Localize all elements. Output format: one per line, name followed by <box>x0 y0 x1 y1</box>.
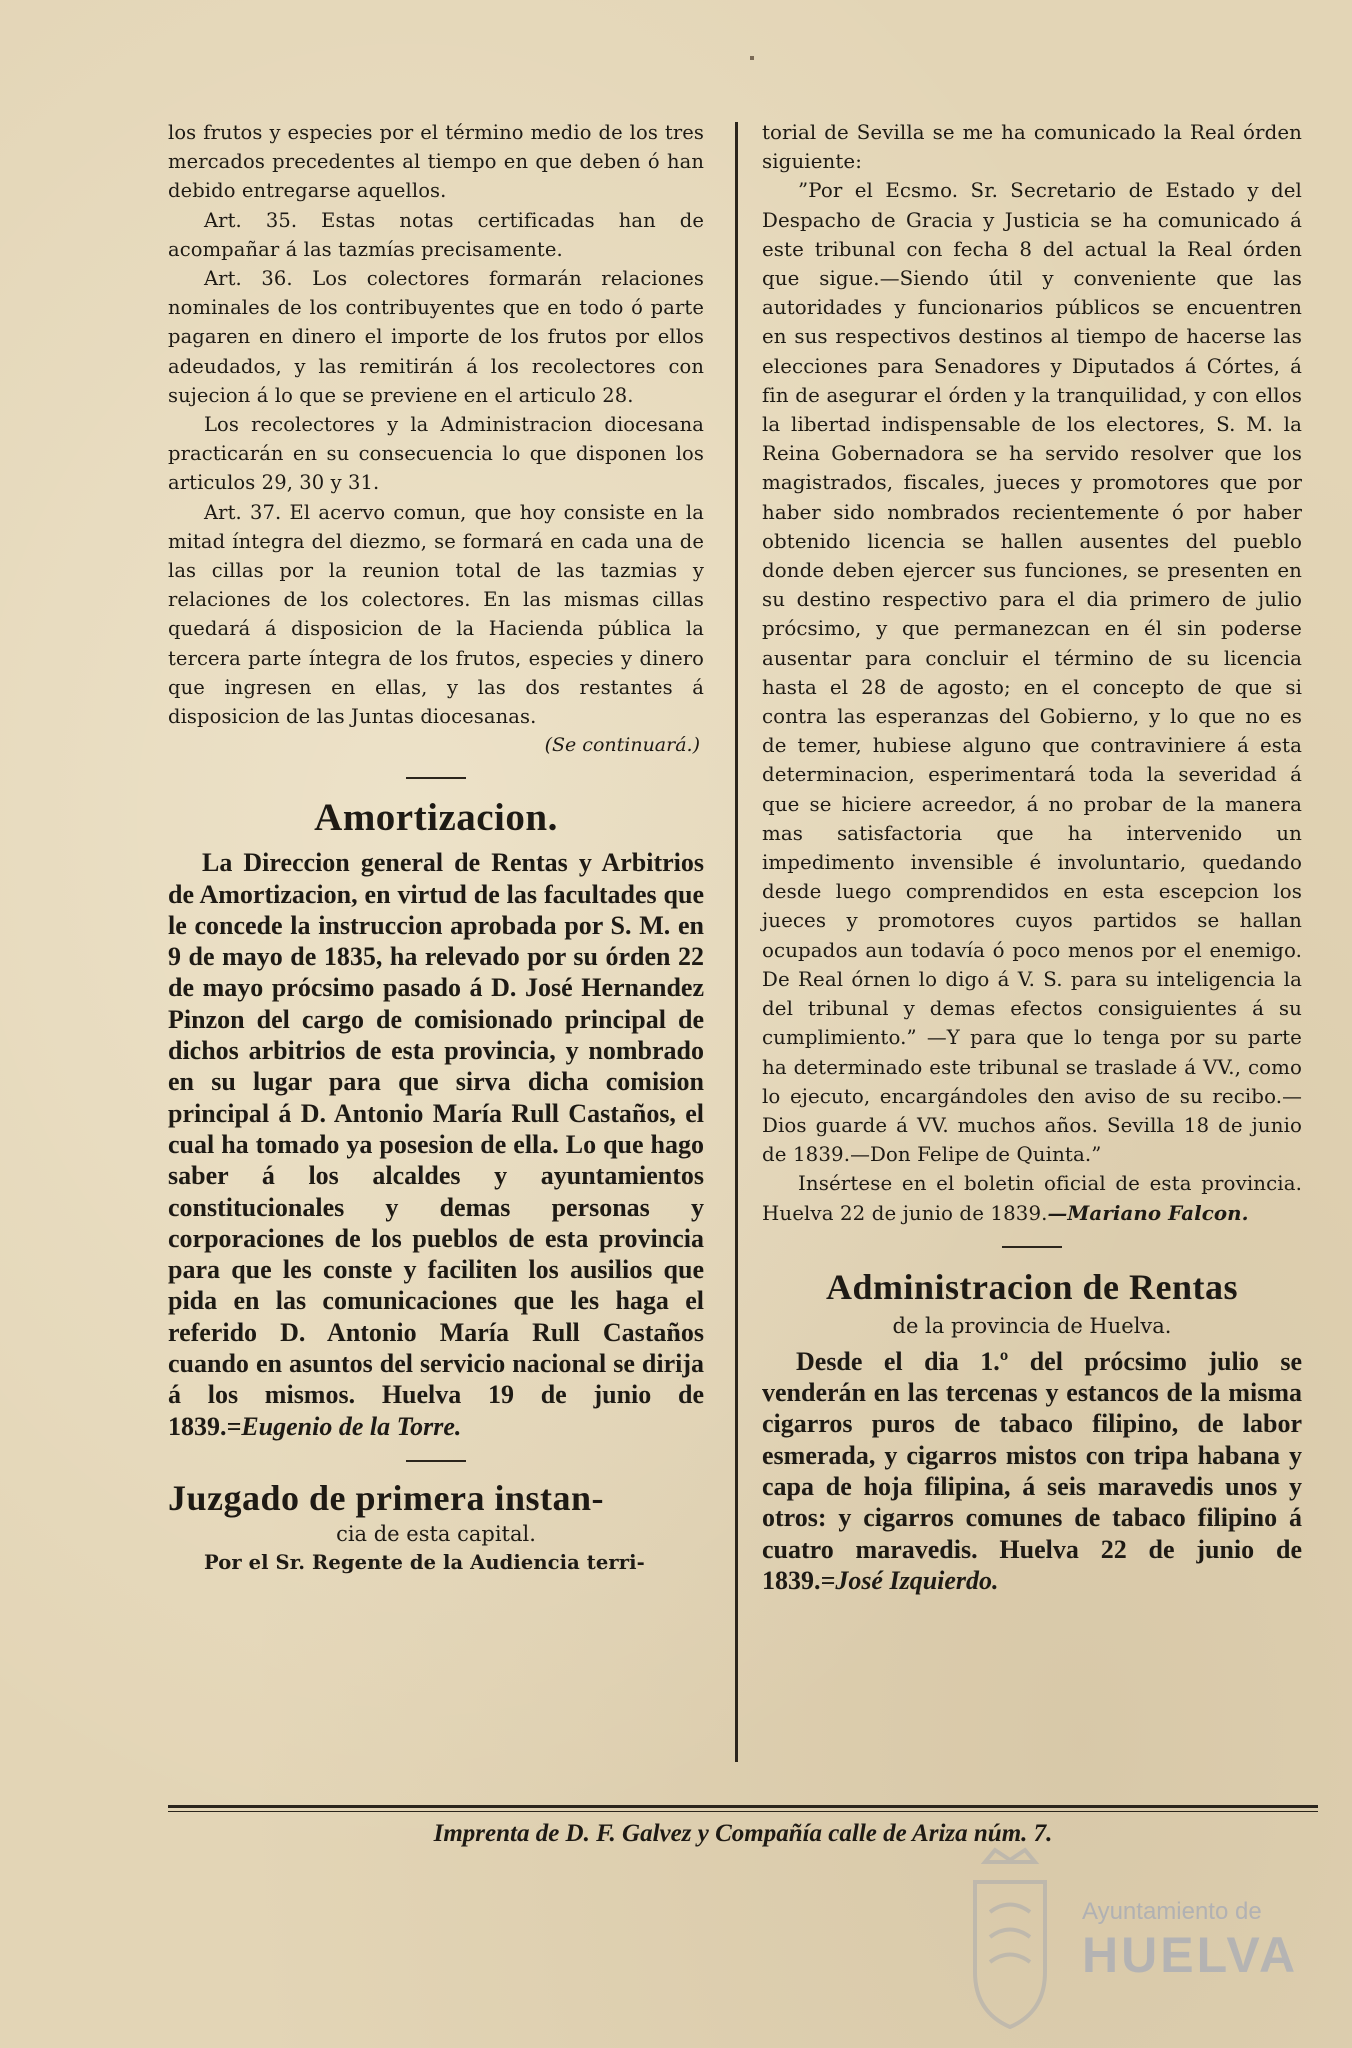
juzgado-signature: —Mariano Falcon. <box>1047 1200 1249 1225</box>
footer-rule <box>168 1805 1318 1808</box>
watermark-line-1: Ayuntamiento de <box>1082 1898 1262 1925</box>
amortizacion-heading: Amortizacion. <box>314 796 558 840</box>
right-column <box>762 118 1302 1596</box>
amortizacion-notice <box>168 847 704 1442</box>
juzgado-intro: torial de Sevilla se me ha comunicado la Real órden siguiente: <box>762 121 1302 174</box>
rentas-signature: =José Izquierdo. <box>820 1565 999 1595</box>
continued-note: (Se continuará.) <box>544 734 700 757</box>
rentas-text: Desde el dia 1.º del prócsimo julio se venderán en las tercenas y estancos de la misma cigarros puros de tabaco filipino, de labor esmerada, y cigarros mistos con tripa habana y capa de hoja filipina, á seis maravedis unos y otros: y cigarros comunes de tabaco filipino á cuatro maravedis. Huelva 22 de junio de 1839. <box>762 1346 1302 1595</box>
column-rule <box>735 122 738 1762</box>
juzgado-subheading: cia de esta capital. <box>336 1521 536 1546</box>
watermark-line-2: HUELVA <box>1082 1927 1299 1983</box>
article-continuation <box>168 118 704 731</box>
section-divider <box>406 777 466 779</box>
paragraph-recolectores: Los recolectores y la Administracion diocesana practicarán en su consecuencia lo que disponen los articulos 29, 30 y 31. <box>168 413 704 495</box>
rentas-notice <box>762 1346 1302 1596</box>
section-divider <box>1002 1246 1062 1248</box>
footer-rule-thin <box>168 1811 1318 1812</box>
left-column <box>168 118 704 1577</box>
paragraph-art-35: Art. 35. Estas notas certificadas han de acompañar á las tazmías precisamente. <box>168 208 704 261</box>
amortizacion-text: La Direccion general de Rentas y Arbitrios de Amortizacion, en virtud de las facultades que le concede la instruccion aprobada por S. M. en 9 de mayo de 1835, ha relevado por su órden 22 de mayo prócsimo pasado á D. José Hernandez Pinzon del cargo de comisionado principal de dichos arbitrios de esta provincia, y nombrado en su lugar para que sirva dicha comision principal á D. Antonio María Rull Castaños, el cual ha tomado ya posesion de ella. Lo que hago saber á los alcaldes y ayuntamientos constitucionales y demas personas y corporaciones de los pueblos de esta provincia para que les conste y faciliten los ausilios que pida en las comunicaciones que les haga el referido D. Antonio María Rull Castaños cuando en asuntos del servicio nacional se dirija á los mismos. Huelva 19 de junio de 1839. <box>168 848 704 1441</box>
insertese-text: Insértese en el boletin oficial de esta provincia. Huelva 22 de junio de 1839. <box>762 1172 1302 1225</box>
real-orden-text: ”Por el Ecsmo. Sr. Secretario de Estado y del Despacho de Gracia y Justicia se ha comunicado á este tribunal con fecha 8 del actual la Real órden que sigue.—Siendo útil y conveniente que las autoridades y funcionarios públicos se encuentren en sus respectivos destinos al tiempo de hacerse las elecciones para Senadores y Diputados á Córtes, á fin de asegurar el órden y la tranquilidad, y con ellos la libertad indispensable de los electores, S. M. la Reina Gobernadora se ha servido resolver que los magistrados, fiscales, jueces y promotores que por haber sido nombrados recientemente ó por haber obtenido licencia se hallen ausentes del pueblo donde deben ejercer sus funciones, se presenten en su destino respectivo para el dia primero de julio prócsimo, y que permanezcan en él sin poderse ausentar para concluir el término de su licencia hasta el 28 de agosto; en el concepto de que si contra las esperanzas del Gobierno, y lo que no es de temer, hubiese alguno que contraviniere á esta determinacion, esperimentará toda la severidad á que se hiciere acreedor, á no probar de la manera mas satisfactoria que ha intervenido un impedimento invensible é involuntario, quedando desde luego comprendidos en esta escepcion los jueces y promotores cuyos partidos se hallan ocupados aun todavía ó poco menos por el enemigo. De Real órnen lo digo á V. S. para su inteligencia la del tribunal y demas efectos consiguientes á su cumplimiento.” —Y para que lo tenga por su parte ha determinado este tribunal se traslade á VV., como lo ejecuto, encargándoles den aviso de su recibo.—Dios guarde á VV. muchos años. Sevilla 18 de junio de 1839.—Don Felipe de Quinta.” <box>762 179 1302 1167</box>
insertese-paragraph <box>762 1169 1302 1227</box>
juzgado-lead: Por el Sr. Regente de la Audiencia terri- <box>204 1550 645 1574</box>
amortizacion-signature: =Eugenio de la Torre. <box>226 1411 462 1441</box>
rentas-heading: Administracion de Rentas <box>825 1266 1238 1307</box>
paragraph-art-36: Art. 36. Los colectores formarán relaciones nominales de los contribuyentes que en todo ó parte pagaren en dinero el importe de los frutos por ellos adeudados, y las remitirán á los recolectores con sujecion á lo que se previene en el articulo 28. <box>168 267 704 407</box>
paragraph-frutos: los frutos y especies por el término medio de los tres mercados precedentes al tiempo en que deben ó han debido entregarse aquellos. <box>168 121 704 203</box>
printer-imprint: Imprenta de D. F. Galvez y Compañía calle de Ariza núm. 7. <box>433 1820 1053 1847</box>
rentas-subheading: de la provincia de Huelva. <box>892 1313 1172 1338</box>
paragraph-art-37: Art. 37. El acervo comun, que hoy consiste en la mitad íntegra del diezmo, se formará en cada una de las cillas por la reunion total de las tazmias y relaciones de los colectores. En las mismas cillas quedará á disposicion de la Hacienda pública la tercera parte íntegra de los frutos, especies y dinero que ingresen en ellas, y las dos restantes á disposicion de las Juntas diocesanas. <box>168 500 704 729</box>
page-speck <box>750 56 754 60</box>
juzgado-continuation <box>762 118 1302 1228</box>
juzgado-heading: Juzgado de primera instan- <box>168 1477 604 1518</box>
section-divider <box>406 1460 466 1462</box>
amortizacion-body <box>168 847 704 1442</box>
rentas-body <box>762 1346 1302 1596</box>
